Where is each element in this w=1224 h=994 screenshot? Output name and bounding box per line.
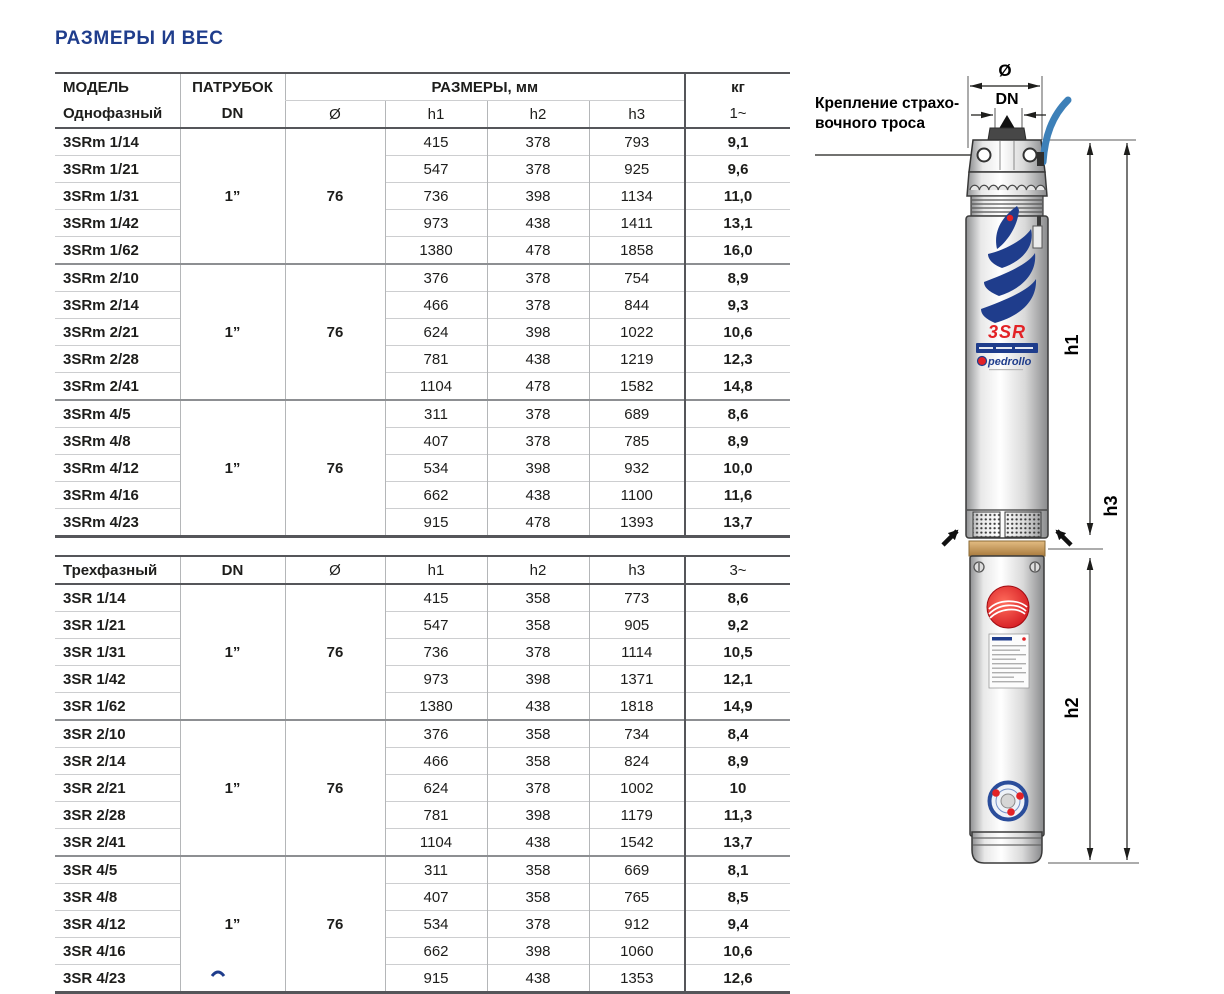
- table-row: [55, 292, 790, 319]
- table-row: [55, 775, 790, 802]
- model-cell: 3SRm 4/5: [55, 400, 180, 428]
- table-row: [55, 183, 790, 210]
- h3-cell: 905: [589, 612, 685, 639]
- h2-cell: 438: [487, 346, 589, 373]
- dn-cell: 1”: [180, 264, 285, 400]
- h3-cell: 1219: [589, 346, 685, 373]
- h2-cell: 478: [487, 509, 589, 537]
- dn-cell: 1”: [180, 584, 285, 720]
- h2-cell: 378: [487, 292, 589, 319]
- h2-cell: 438: [487, 693, 589, 721]
- h2-cell: 478: [487, 373, 589, 401]
- dn-dim-label: DN: [995, 91, 1019, 108]
- weight-cell: 16,0: [685, 237, 790, 265]
- model-cell: 3SRm 2/21: [55, 319, 180, 346]
- weight-cell: 8,5: [685, 884, 790, 911]
- h2-cell: 358: [487, 884, 589, 911]
- rope-label-line2: вочного троса: [815, 115, 926, 132]
- weight-cell: 11,3: [685, 802, 790, 829]
- dn-cell: 1”: [180, 720, 285, 856]
- suction-screen-right: [1005, 512, 1041, 537]
- table-row: [55, 482, 790, 509]
- three-phase-table: [55, 555, 790, 994]
- table-row: [55, 584, 790, 612]
- table-row: [55, 856, 790, 884]
- h1-cell: 466: [385, 748, 487, 775]
- h1-cell: 624: [385, 319, 487, 346]
- coupling-ring: [969, 541, 1045, 556]
- table-row: [55, 938, 790, 965]
- col-subheader: h3: [589, 101, 685, 129]
- h1-cell: 662: [385, 482, 487, 509]
- h1-cell: 1104: [385, 373, 487, 401]
- h3-cell: 932: [589, 455, 685, 482]
- table-row: [55, 210, 790, 237]
- h3-cell: 1371: [589, 666, 685, 693]
- diameter-cell: 76: [285, 584, 385, 720]
- h3-cell: 793: [589, 128, 685, 156]
- h3-cell: 773: [589, 584, 685, 612]
- table-row: [55, 666, 790, 693]
- h1-cell: 311: [385, 400, 487, 428]
- single-phase-table-host: [55, 72, 790, 538]
- h2-cell: 398: [487, 938, 589, 965]
- h1-cell: 547: [385, 612, 487, 639]
- table-row: [55, 748, 790, 775]
- pump-series-marking: 3SR: [987, 322, 1027, 342]
- h3-cell: 669: [589, 856, 685, 884]
- weight-cell: 10,5: [685, 639, 790, 666]
- h2-cell: 378: [487, 639, 589, 666]
- model-cell: 3SRm 2/14: [55, 292, 180, 319]
- model-cell: 3SR 2/10: [55, 720, 180, 748]
- table-row: [55, 400, 790, 428]
- h1-cell: 1380: [385, 693, 487, 721]
- h1-cell: 915: [385, 509, 487, 537]
- h1-cell: 1104: [385, 829, 487, 857]
- table-row: [55, 720, 790, 748]
- weight-cell: 12,3: [685, 346, 790, 373]
- h2-cell: 398: [487, 183, 589, 210]
- h2-cell: 378: [487, 428, 589, 455]
- table-row: [55, 128, 790, 156]
- col-subheader: DN: [180, 556, 285, 584]
- h3-cell: 1818: [589, 693, 685, 721]
- model-cell: 3SRm 4/8: [55, 428, 180, 455]
- table-row: [55, 264, 790, 292]
- h2-cell: 398: [487, 319, 589, 346]
- h3-cell: 1002: [589, 775, 685, 802]
- weight-cell: 9,3: [685, 292, 790, 319]
- model-cell: 3SRm 4/12: [55, 455, 180, 482]
- dn-cell: 1”: [180, 856, 285, 993]
- banner-text-dashes: [979, 347, 1033, 349]
- pedrollo-logo-dot: [978, 357, 987, 366]
- model-cell: 3SR 1/21: [55, 612, 180, 639]
- h3-cell: 1393: [589, 509, 685, 537]
- rope-eyelet-right: [1024, 149, 1037, 162]
- pump-collar: [967, 172, 1047, 196]
- col-header-dimensions: РАЗМЕРЫ, мм: [285, 73, 685, 101]
- h1-cell: 534: [385, 455, 487, 482]
- weight-cell: 8,9: [685, 428, 790, 455]
- h1-cell: 736: [385, 183, 487, 210]
- model-cell: 3SRm 1/31: [55, 183, 180, 210]
- model-cell: 3SR 2/28: [55, 802, 180, 829]
- model-cell: 3SRm 2/41: [55, 373, 180, 401]
- h3-dim-label: h3: [1101, 495, 1121, 517]
- h3-cell: 1542: [589, 829, 685, 857]
- diameter-cell: 76: [285, 720, 385, 856]
- h1-cell: 1380: [385, 237, 487, 265]
- model-cell: 3SRm 2/10: [55, 264, 180, 292]
- table-row: [55, 802, 790, 829]
- h2-cell: 378: [487, 775, 589, 802]
- weight-cell: 9,4: [685, 911, 790, 938]
- model-cell: 3SR 4/12: [55, 911, 180, 938]
- h2-cell: 478: [487, 237, 589, 265]
- h3-cell: 734: [589, 720, 685, 748]
- col-subheader: Трехфазный: [63, 561, 158, 579]
- table-row: [55, 237, 790, 265]
- discharge-port: [988, 128, 1026, 140]
- dn-cell: 1”: [180, 128, 285, 264]
- table-row: [55, 455, 790, 482]
- h2-cell: 398: [487, 455, 589, 482]
- h3-cell: 925: [589, 156, 685, 183]
- h2-cell: 358: [487, 612, 589, 639]
- h3-cell: 1353: [589, 965, 685, 993]
- h1-cell: 915: [385, 965, 487, 993]
- h2-dim-label: h2: [1062, 697, 1082, 719]
- col-subheader: h1: [385, 556, 487, 584]
- weight-cell: 10: [685, 775, 790, 802]
- weight-cell: 14,9: [685, 693, 790, 721]
- h1-cell: 415: [385, 584, 487, 612]
- h1-cell: 311: [385, 856, 487, 884]
- h1-cell: 781: [385, 802, 487, 829]
- motor-emblem: [987, 586, 1029, 628]
- weight-cell: 9,6: [685, 156, 790, 183]
- suction-arrow-left: [943, 531, 957, 545]
- h2-cell: 358: [487, 748, 589, 775]
- page-title: РАЗМЕРЫ И ВЕС: [55, 28, 224, 49]
- table-row: [55, 965, 790, 993]
- h2-cell: 358: [487, 584, 589, 612]
- table-row: [55, 639, 790, 666]
- model-cell: 3SR 1/31: [55, 639, 180, 666]
- weight-cell: 10,0: [685, 455, 790, 482]
- h1-cell: 547: [385, 156, 487, 183]
- weight-cell: 8,6: [685, 400, 790, 428]
- model-cell: 3SR 1/62: [55, 693, 180, 721]
- table-row: [55, 693, 790, 721]
- weight-cell: 8,9: [685, 748, 790, 775]
- col-subheader: Ø: [285, 101, 385, 129]
- table-row: [55, 346, 790, 373]
- h2-cell: 378: [487, 911, 589, 938]
- h1-cell: 407: [385, 428, 487, 455]
- table-row: [55, 911, 790, 938]
- tagline-line: [989, 369, 1023, 370]
- table-row: [55, 829, 790, 857]
- weight-cell: 9,2: [685, 612, 790, 639]
- table-row: [55, 319, 790, 346]
- weight-cell: 11,0: [685, 183, 790, 210]
- model-cell: 3SR 4/16: [55, 938, 180, 965]
- diameter-cell: 76: [285, 264, 385, 400]
- weight-cell: 13,1: [685, 210, 790, 237]
- model-cell: 3SRm 1/42: [55, 210, 180, 237]
- cut-off-text-fragment: [210, 964, 226, 982]
- h1-cell: 736: [385, 639, 487, 666]
- weight-cell: 14,8: [685, 373, 790, 401]
- h1-cell: 781: [385, 346, 487, 373]
- model-cell: 3SR 1/42: [55, 666, 180, 693]
- h3-cell: 754: [589, 264, 685, 292]
- dn-cell: 1”: [180, 400, 285, 537]
- diameter-dim-label: Ø: [998, 61, 1012, 80]
- table-row: [55, 884, 790, 911]
- h1-dim-label: h1: [1062, 334, 1082, 356]
- h3-cell: 689: [589, 400, 685, 428]
- three-phase-table-host: [55, 555, 790, 994]
- model-cell: 3SRm 1/62: [55, 237, 180, 265]
- col-subheader: Однофазный: [63, 105, 163, 123]
- weight-cell: 9,1: [685, 128, 790, 156]
- h1-cell: 415: [385, 128, 487, 156]
- rope-eyelet-left: [978, 149, 991, 162]
- model-cell: 3SR 1/14: [63, 589, 126, 607]
- power-cable: [1043, 100, 1068, 162]
- model-cell: 3SR 2/41: [55, 829, 180, 857]
- pump-diagram-svg: [790, 20, 1224, 977]
- rope-label-line1: Крепление страхо-: [815, 95, 960, 112]
- h2-cell: 398: [487, 802, 589, 829]
- h3-cell: 1134: [589, 183, 685, 210]
- h2-cell: 438: [487, 829, 589, 857]
- weight-cell: 8,1: [685, 856, 790, 884]
- table-row: [55, 428, 790, 455]
- weight-cell: 8,9: [685, 264, 790, 292]
- col-subheader: DN: [180, 101, 285, 129]
- bottom-emblem: [990, 783, 1027, 820]
- h3-cell: 1179: [589, 802, 685, 829]
- single-phase-table: [55, 72, 790, 538]
- weight-cell: 12,1: [685, 666, 790, 693]
- model-cell: 3SR 2/14: [55, 748, 180, 775]
- h1-cell: 376: [385, 720, 487, 748]
- model-cell: 3SRm 1/14: [63, 133, 139, 151]
- cable-clip: [1033, 226, 1042, 248]
- h1-cell: 534: [385, 911, 487, 938]
- h3-cell: 785: [589, 428, 685, 455]
- model-cell: 3SRm 2/28: [55, 346, 180, 373]
- model-cell: 3SRm 4/16: [55, 482, 180, 509]
- ribbed-band: [971, 196, 1043, 216]
- table-row: [55, 509, 790, 537]
- bottom-cap: [972, 832, 1042, 863]
- diameter-cell: 76: [285, 856, 385, 993]
- model-cell: 3SR 4/5: [55, 856, 180, 884]
- flame-logo-dot: [1007, 215, 1013, 221]
- weight-cell: 8,4: [685, 720, 790, 748]
- h3-cell: 912: [589, 911, 685, 938]
- table-row: [55, 373, 790, 401]
- cable-gland: [1037, 152, 1044, 166]
- h3-cell: 1858: [589, 237, 685, 265]
- col-subheader: h1: [385, 101, 487, 129]
- model-cell: 3SRm 1/21: [55, 156, 180, 183]
- suction-arrow-right: [1057, 531, 1071, 545]
- model-cell: 3SR 2/21: [55, 775, 180, 802]
- h2-cell: 378: [487, 156, 589, 183]
- col-subheader: h2: [487, 556, 589, 584]
- h3-cell: 1060: [589, 938, 685, 965]
- h3-cell: 1114: [589, 639, 685, 666]
- col-header-port: ПАТРУБОК: [180, 73, 285, 101]
- spec-label: [989, 634, 1029, 688]
- dimension-tables: [55, 72, 790, 994]
- col-header-model: МОДЕЛЬ: [63, 78, 129, 96]
- h1-cell: 624: [385, 775, 487, 802]
- col-header-weight: кг: [685, 73, 790, 101]
- suction-screen-left: [973, 512, 1000, 537]
- model-cell: 3SRm 4/23: [55, 509, 180, 537]
- diameter-cell: 76: [285, 128, 385, 264]
- table-row: [55, 612, 790, 639]
- h3-cell: 1100: [589, 482, 685, 509]
- h2-cell: 378: [487, 400, 589, 428]
- h2-cell: 398: [487, 666, 589, 693]
- h1-cell: 407: [385, 884, 487, 911]
- weight-cell: 13,7: [685, 829, 790, 857]
- h2-cell: 378: [487, 264, 589, 292]
- h1-cell: 466: [385, 292, 487, 319]
- weight-cell: 10,6: [685, 938, 790, 965]
- h3-cell: 1411: [589, 210, 685, 237]
- h2-cell: 358: [487, 856, 589, 884]
- table-row: [55, 156, 790, 183]
- diameter-cell: 76: [285, 400, 385, 537]
- col-subheader: 3~: [685, 556, 790, 584]
- h2-cell: 378: [487, 128, 589, 156]
- h2-cell: 358: [487, 720, 589, 748]
- model-cell: 3SR 4/8: [55, 884, 180, 911]
- h3-cell: 1582: [589, 373, 685, 401]
- h1-cell: 662: [385, 938, 487, 965]
- h3-cell: 844: [589, 292, 685, 319]
- h3-cell: 765: [589, 884, 685, 911]
- h3-cell: 1022: [589, 319, 685, 346]
- h2-cell: 438: [487, 965, 589, 993]
- h2-cell: 438: [487, 210, 589, 237]
- weight-cell: 13,7: [685, 509, 790, 537]
- h1-cell: 973: [385, 210, 487, 237]
- brand-wordmark: pedrollo: [988, 356, 1032, 368]
- h1-cell: 376: [385, 264, 487, 292]
- pump-dimension-diagram: [790, 20, 1224, 977]
- weight-cell: 12,6: [685, 965, 790, 993]
- h3-cell: 824: [589, 748, 685, 775]
- h1-cell: 973: [385, 666, 487, 693]
- col-subheader: Ø: [285, 556, 385, 584]
- col-subheader: h3: [589, 556, 685, 584]
- h2-cell: 438: [487, 482, 589, 509]
- weight-cell: 10,6: [685, 319, 790, 346]
- col-subheader: h2: [487, 101, 589, 129]
- weight-cell: 8,6: [685, 584, 790, 612]
- col-subheader: 1~: [685, 101, 790, 129]
- model-cell: 3SR 4/23: [55, 965, 180, 993]
- weight-cell: 11,6: [685, 482, 790, 509]
